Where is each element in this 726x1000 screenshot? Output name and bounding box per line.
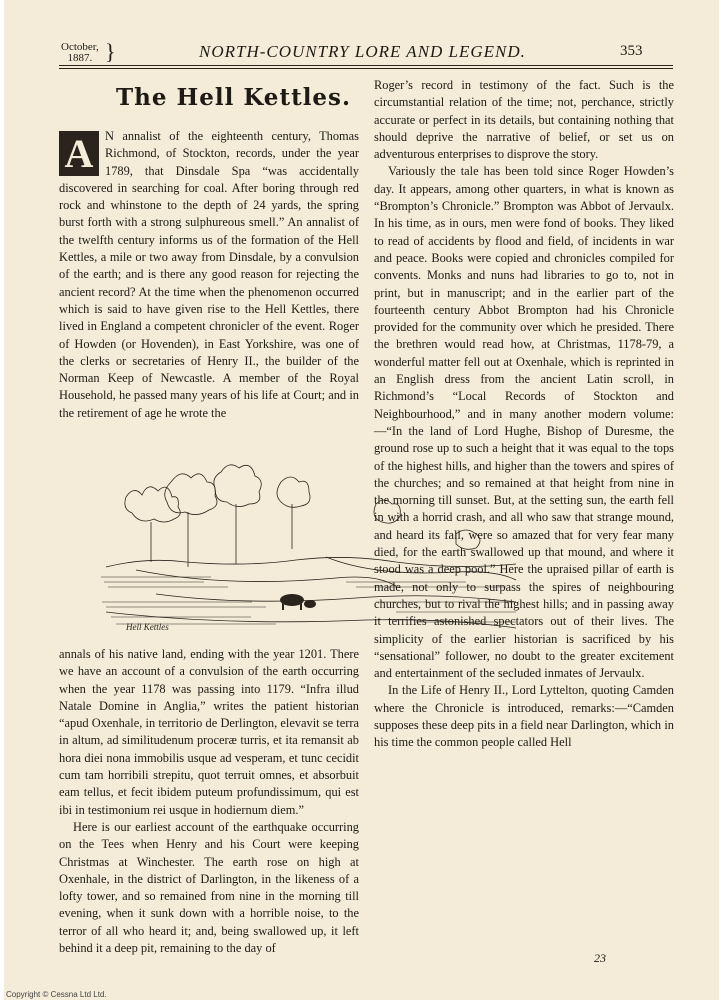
paragraph: Variously the tale has been told since Roger Howden’s day. It appears, among other quarters, in what is known as “Brompton’s Chronicle.” Brompton was Abbot of Jervaulx. In his time, as in ours, men were fond of books. They liked to read of accidents by flood and field, of incidents in war and peace. Books were copied and chronicles compiled for convents. Monks and nuns had libraries to go to, not in print, but in manuscript; and in the earlier part of the fourteenth century Abbot Brompton had his Chronicle provided for the community over which he presided. There the brethren would read how, at Christmas, 1178-79, a wonderful matter fell out at Oxenhale, which is reprinted in an English dress from the ancient Latin scroll, in Richmond’s “Local Records of Stockton and Neighbourhood,” and in many another modern volume:—“In the land of Lord Hughe, Bishop of Duresme, the ground rose up to such a height that it was equal to the tops of the highest hills, and higher than the towers and spires of the churches; and so remained at that height from nine in the morning till sunset. But, at the setting sun, the earth fell in with a horrid crash, and all who saw that strange mound, and heard its fall, were so amazed that for very fear many died, for the earth swallowed up that mound, and where it stood was a deep pool.” Here the upraised pillar of earth is made, not only to surpass the spires of neighbouring churches, but to rival the highest hills; and in passing away it terrifies astonished spectators out of their lives. The simplicity of the earlier historian is sacrificed by his “sensational” follower, no doubt to the greater excitement and entertainment of the secluded inmates of Jervaulx. [374,164,674,681]
paragraph [59,128,359,422]
copyright-watermark: Copyright © Cessna Ltd Ltd. [6,990,107,999]
paragraph: In the Life of Henry II., Lord Lyttelton, quoting Camden where the Chronicle is introduced, remarks:—“Camden supposes these deep pits in a field near Darlington, which in his time the common people called Hell [374,683,674,750]
left-column-bottom [59,646,359,957]
header-date-year: 1887. [67,52,93,64]
header-rule [59,65,673,66]
left-column-top [59,128,359,422]
page [4,0,719,1000]
paragraph: annals of his native land, ending with the year 1201. There we have an account of a convulsion of the earth occurring when the year 1178 was passing into 1179. “Infra illud Natale Domine in Anglia,” writes the patient historian “apud Oxenhale, in territorio de Derlington, elevavit se terra in altum, ad similitudenum proceræ turris, et ita remansit ab hora diei nona immobilis usque ad vesperam, et tunc cecidit cum tam horribili strepitu, quot terruit omnes, et absorbuit eam tellus, et fecit ibidem puteum profundissimum, qui est ibi in testimonium rei usque in hodiernum diem.” [59,647,359,817]
paragraph: Roger’s record in testimony of the fact. Such is the circumstantial relation of the time; not, perchance, strictly accurate or perfect in its details, but containing nothing that should deprive the narrative of belief, or set us on adventurous enterprises to disprove the story. [374,78,674,162]
signature-mark: 23 [594,951,606,965]
paragraph: Here is our earliest account of the earthquake occurring on the Tees when Henry and his Court were keeping Christmas at Winchester. The earth rose on high at Oxenhale, in the district of Darlington, in the likeness of a lofty tower, and so remained from nine in the morning till evening, when it sunk down with a horrible noise, to the terror of all who heard it; and, being swallowed up, it left behind it a deep pit, remaining to the day of [59,819,359,956]
header-date [61,39,116,64]
landscape-engraving [96,442,526,637]
article-title: The Hell Kettles. [116,84,352,111]
running-title: NORTH-COUNTRY LORE AND LEGEND. [199,42,526,61]
header-rule-secondary [59,68,673,69]
header-date-month: October, [61,41,99,53]
drop-cap: A [59,131,99,176]
paragraph-text: N annalist of the eighteenth century, Thomas Richmond, of Stockton, records, under the year 1789, that Dinsdale Spa “was accidentally discovered in searching for coal. After boring through red rock and whinstone to the depth of 24 yards, the spring burst forth with a strong sulphureous smell.” An annalist of the twelfth century informs us of the formation of the Hell Kettles, a mile or two away from Dinsdale, by a convulsion of the earth; and is there any good reason for rejecting the ancient record? At the time when the phenomenon occurred which is said to have given rise to the Hell Kettles, there lived in England a competent chronicler of the event. Roger of Howden (or Hovenden), in East Yorkshire, was one of the clerks or secretaries of Henry II., the builder of the Norman Keep of Newcastle. A member of the Royal Household, he passed many years of his life at Court; and in the retirement of age he wrote the [59,129,359,420]
engraving-signature: Hell Kettles [126,622,169,632]
right-column [374,77,674,752]
page-number: 353 [620,43,643,59]
header-brace: } [105,39,116,64]
